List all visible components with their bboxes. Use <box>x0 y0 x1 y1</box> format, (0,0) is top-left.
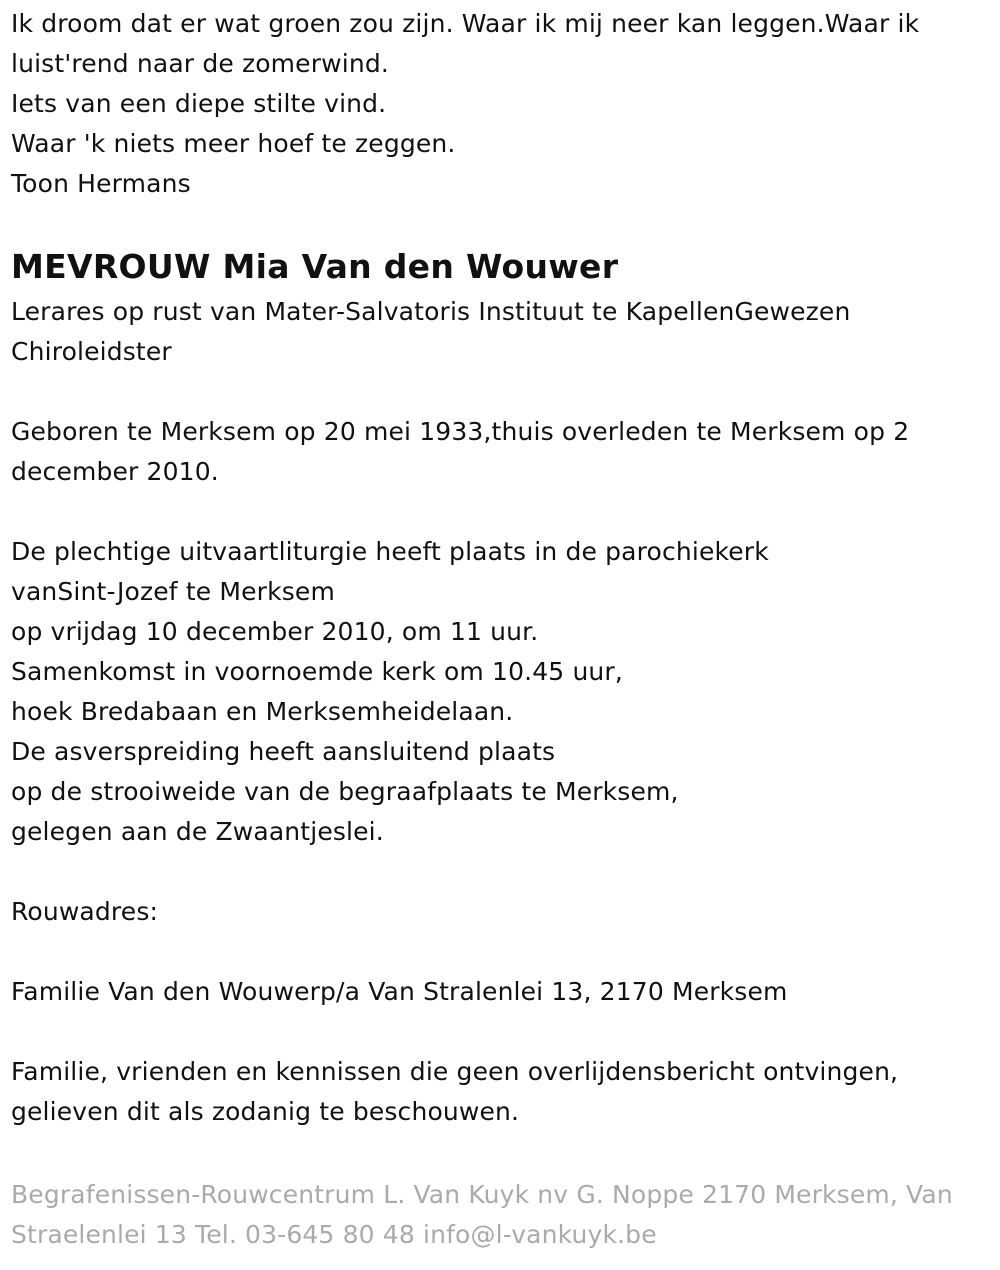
funeral-line: vanSint-Jozef te Merksem <box>11 577 335 606</box>
funeral-line: Samenkomst in voornoemde kerk om 10.45 uur, <box>11 657 623 686</box>
funeral-line: op vrijdag 10 december 2010, om 11 uur. <box>11 617 539 646</box>
mourning-address <box>11 892 990 1012</box>
poem <box>11 4 990 204</box>
deceased-name: MEVROUW Mia Van den Wouwer <box>11 247 619 286</box>
spacer <box>11 852 990 892</box>
spacer <box>11 932 990 972</box>
mourning-address-label: Rouwadres: <box>11 897 159 926</box>
occupation <box>11 292 990 372</box>
footer-line: Begrafenissen-Rouwcentrum L. Van Kuyk nv G. Noppe 2170 Merksem, Van <box>11 1180 953 1209</box>
footer-line: Straelenlei 13 Tel. 03-645 80 48 info@l-vankuyk.be <box>11 1220 657 1249</box>
funeral-line: op de strooiweide van de begraafplaats te Merksem, <box>11 777 679 806</box>
poem-line: Ik droom dat er wat groen zou zijn. Waar ik mij neer kan leggen.Waar ik <box>11 9 920 38</box>
birth-death-info <box>11 412 990 492</box>
funeral-line: De plechtige uitvaartliturgie heeft plaats in de parochiekerk <box>11 537 769 566</box>
mourning-address-value: Familie Van den Wouwerp/a Van Stralenlei 13, 2170 Merksem <box>11 977 788 1006</box>
notice <box>11 1052 990 1132</box>
occupation-line: Chiroleidster <box>11 337 172 366</box>
poem-line: Iets van een diepe stilte vind. <box>11 89 387 118</box>
birth-death-line: Geboren te Merksem op 20 mei 1933,thuis overleden te Merksem op 2 <box>11 417 910 446</box>
poem-line: luist'rend naar de zomerwind. <box>11 49 389 78</box>
occupation-line: Lerares op rust van Mater-Salvatoris Instituut te KapellenGewezen <box>11 297 851 326</box>
poem-line: Waar 'k niets meer hoef te zeggen. <box>11 129 456 158</box>
spacer <box>11 1012 990 1052</box>
funeral-home-footer <box>11 1175 1000 1255</box>
funeral-line: gelegen aan de Zwaantjeslei. <box>11 817 384 846</box>
spacer <box>11 372 990 412</box>
notice-line: gelieven dit als zodanig te beschouwen. <box>11 1097 520 1126</box>
funeral-line: hoek Bredabaan en Merksemheidelaan. <box>11 697 514 726</box>
birth-death-line: december 2010. <box>11 457 219 486</box>
funeral-line: De asverspreiding heeft aansluitend plaats <box>11 737 556 766</box>
poem-author: Toon Hermans <box>11 169 191 198</box>
funeral-info <box>11 532 990 852</box>
notice-line: Familie, vrienden en kennissen die geen overlijdensbericht ontvingen, <box>11 1057 899 1086</box>
spacer <box>11 492 990 532</box>
